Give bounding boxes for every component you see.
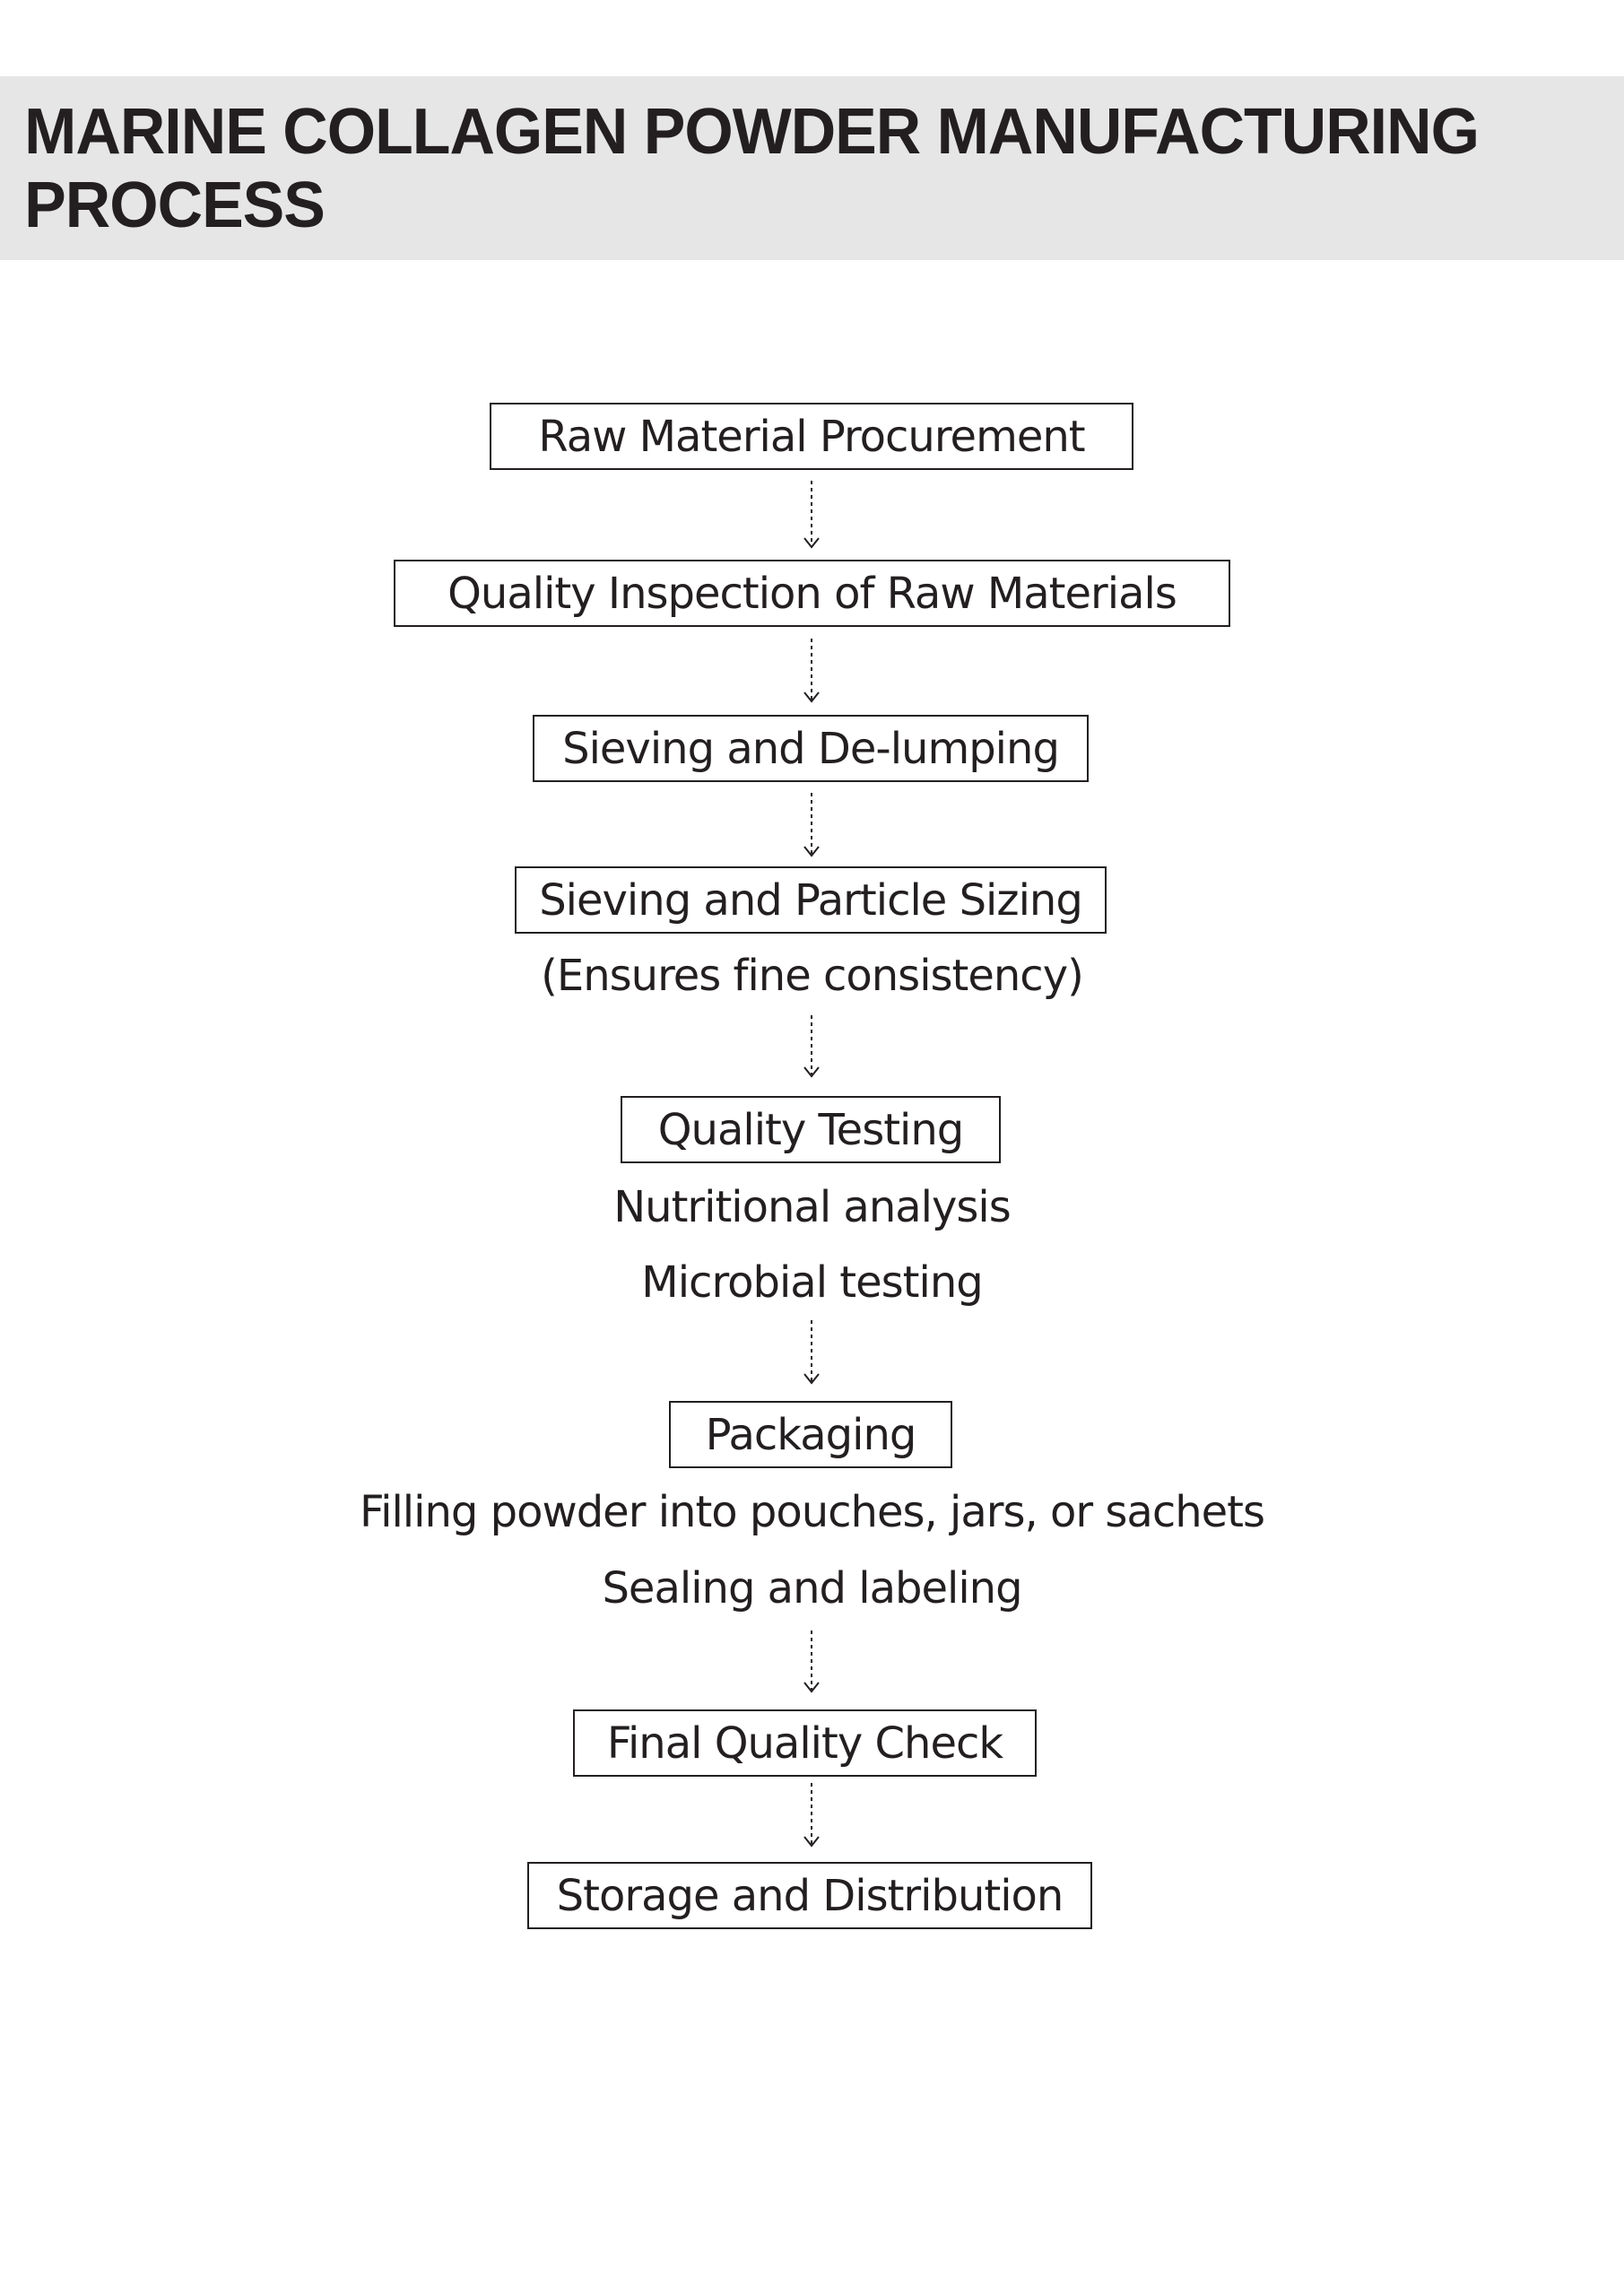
step-note-fine-consistency: (Ensures fine consistency) <box>541 951 1083 1001</box>
step-note-sealing-labeling: Sealing and labeling <box>602 1563 1022 1613</box>
step-storage-distribution: Storage and Distribution <box>527 1862 1092 1929</box>
connector-arrowhead-1 <box>804 538 819 547</box>
title-banner <box>0 76 1624 260</box>
connector-arrowhead-5 <box>804 1374 819 1383</box>
step-sieving-particle-sizing: Sieving and Particle Sizing <box>515 866 1107 934</box>
step-final-quality-check: Final Quality Check <box>573 1709 1037 1777</box>
connector-arrowhead-7 <box>804 1837 819 1846</box>
connector-arrowhead-6 <box>804 1683 819 1692</box>
step-note-microbial-testing: Microbial testing <box>641 1257 983 1308</box>
step-note-filling-powder: Filling powder into pouches, jars, or sachets <box>360 1487 1264 1537</box>
connector-arrowhead-4 <box>804 1067 819 1076</box>
step-quality-testing: Quality Testing <box>621 1096 1001 1163</box>
connector-arrowhead-2 <box>804 692 819 701</box>
step-raw-material-procurement: Raw Material Procurement <box>490 403 1133 470</box>
step-packaging: Packaging <box>669 1401 952 1468</box>
page-title: MARINE COLLAGEN POWDER MANUFACTURING PROCESS <box>24 95 1479 241</box>
connector-arrowhead-3 <box>804 847 819 856</box>
step-quality-inspection: Quality Inspection of Raw Materials <box>394 560 1230 627</box>
step-note-nutritional-analysis: Nutritional analysis <box>613 1182 1011 1232</box>
step-sieving-delumping: Sieving and De-lumping <box>533 715 1089 782</box>
